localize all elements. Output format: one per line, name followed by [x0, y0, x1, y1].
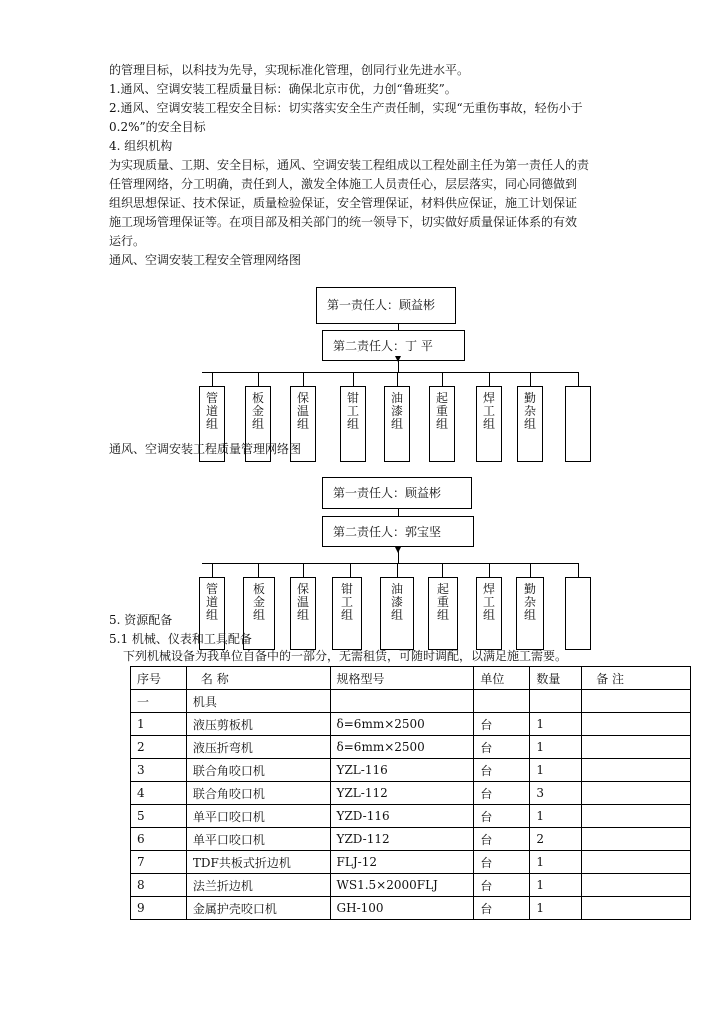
table-cell — [582, 805, 691, 828]
branch-line — [258, 563, 259, 577]
table-cell — [582, 690, 691, 713]
table-cell — [582, 874, 691, 897]
subsection-heading-equipment: 5.1 机械、仪表和工具配备 — [109, 632, 252, 646]
table-header-row — [131, 667, 691, 690]
table-cell — [582, 851, 691, 874]
table-cell: 液压剪板机 — [186, 713, 330, 736]
second-responsible-box — [322, 516, 474, 547]
table-cell: FLJ-12 — [330, 851, 474, 874]
table-cell: YZL-112 — [330, 782, 474, 805]
second-responsible-box — [322, 330, 465, 361]
group-label: 油 漆 组 — [390, 391, 403, 431]
first-responsible-box — [316, 287, 456, 324]
table-row — [131, 782, 691, 805]
first-responsible-label: 第一责任人：顾益彬 — [327, 298, 436, 312]
branch-line — [578, 372, 579, 386]
table-cell — [582, 736, 691, 759]
branch-line — [303, 563, 304, 577]
table-cell: 1 — [530, 851, 582, 874]
table-cell: 1 — [530, 897, 582, 920]
table-cell: 机具 — [186, 690, 330, 713]
branch-line — [303, 372, 304, 386]
table-cell: 法兰折边机 — [186, 874, 330, 897]
group-label: 板 金 组 — [252, 582, 265, 622]
table-cell — [582, 897, 691, 920]
table-cell: 1 — [530, 874, 582, 897]
table-cell: 台 — [474, 782, 530, 805]
group-label: 勤 杂 组 — [523, 582, 536, 622]
branch-line — [489, 372, 490, 386]
section-heading-resources: 5. 资源配备 — [109, 613, 173, 627]
group-label: 油 漆 组 — [390, 582, 403, 622]
header-cell: 备 注 — [582, 667, 691, 690]
paragraph-line: 的管理目标，以科技为先导，实现标准化管理，创同行业先进水平。 — [109, 63, 470, 77]
second-responsible-label: 第二责任人：郭宝坚 — [333, 525, 442, 539]
table-cell: 8 — [131, 874, 187, 897]
table-cell: 台 — [474, 851, 530, 874]
first-responsible-label: 第一责任人：顾益彬 — [333, 486, 442, 500]
table-cell: 3 — [131, 759, 187, 782]
table-cell: 2 — [131, 736, 187, 759]
table-row — [131, 828, 691, 851]
chart1-caption: 通风、空调安装工程安全管理网络图 — [109, 253, 302, 267]
table-cell: δ=6mm×2500 — [330, 713, 474, 736]
table-row — [131, 874, 691, 897]
table-intro: 下列机械设备为我单位自备中的一部分，无需租赁，可随时调配，以满足施工需要。 — [123, 649, 568, 663]
table-cell: 9 — [131, 897, 187, 920]
table-cell — [530, 690, 582, 713]
branch-line — [489, 563, 490, 577]
group-label: 焊 工 组 — [482, 582, 495, 622]
table-cell: 联合角咬口机 — [186, 759, 330, 782]
table-cell: 台 — [474, 759, 530, 782]
table-cell: 液压折弯机 — [186, 736, 330, 759]
table-cell: GH-100 — [330, 897, 474, 920]
group-label: 保 温 组 — [296, 391, 309, 431]
group-label: 保 温 组 — [296, 582, 309, 622]
table-cell — [474, 690, 530, 713]
table-cell: 1 — [131, 713, 187, 736]
table-cell: 台 — [474, 713, 530, 736]
table-cell — [582, 782, 691, 805]
table-cell: 单平口咬口机 — [186, 828, 330, 851]
connector-line — [398, 362, 399, 372]
group-label: 起 重 组 — [436, 582, 449, 622]
safety-target-cont: 0.2%”的安全目标 — [109, 120, 206, 134]
connector-line — [398, 553, 399, 563]
table-cell: 3 — [530, 782, 582, 805]
branch-line — [442, 372, 443, 386]
branch-line — [353, 372, 354, 386]
group-label: 板 金 组 — [251, 391, 264, 431]
table-cell: 4 — [131, 782, 187, 805]
table-cell: 1 — [530, 759, 582, 782]
table-cell: YZL-116 — [330, 759, 474, 782]
table-row — [131, 805, 691, 828]
table-cell: 1 — [530, 736, 582, 759]
group-label: 焊 工 组 — [482, 391, 495, 431]
table-cell: WS1.5×2000FLJ — [330, 874, 474, 897]
org-paragraph-line: 任管理网络，分工明确，责任到人，激发全体施工人员责任心，层层落实，同心同德做到 — [109, 177, 578, 191]
header-cell: 数量 — [530, 667, 582, 690]
table-cell: 金属护壳咬口机 — [186, 897, 330, 920]
header-cell: 名 称 — [186, 667, 330, 690]
table-cell: 单平口咬口机 — [186, 805, 330, 828]
table-cell: 一 — [131, 690, 187, 713]
table-row — [131, 736, 691, 759]
branch-line — [442, 563, 443, 577]
safety-target: 2.通风、空调安装工程安全目标：切实落实安全生产责任制，实现“无重伤事故，轻伤小于 — [109, 101, 583, 115]
header-cell: 单位 — [474, 667, 530, 690]
table-cell: 5 — [131, 805, 187, 828]
header-cell: 规格型号 — [330, 667, 474, 690]
group-label: 管 道 组 — [205, 391, 218, 431]
org-paragraph-line: 运行。 — [109, 234, 146, 248]
branch-line — [350, 563, 351, 577]
table-cell: 1 — [530, 713, 582, 736]
table-row — [131, 690, 691, 713]
branch-line — [530, 372, 531, 386]
group-label: 钳 工 组 — [340, 582, 353, 622]
quality-target: 1.通风、空调安装工程质量目标：确保北京市优，力创“鲁班奖”。 — [109, 82, 457, 96]
table-cell: 台 — [474, 828, 530, 851]
org-paragraph-line: 施工现场管理保证等。在项目部及相关部门的统一领导下，切实做好质量保证体系的有效 — [109, 215, 578, 229]
table-cell: YZD-116 — [330, 805, 474, 828]
group-label: 管 道 组 — [205, 582, 218, 622]
table-cell: 1 — [530, 805, 582, 828]
group-label: 勤 杂 组 — [523, 391, 536, 431]
chart2-caption: 通风、空调安装工程质量管理网络图 — [109, 442, 302, 456]
table-row — [131, 851, 691, 874]
table-cell: 6 — [131, 828, 187, 851]
table-cell — [582, 759, 691, 782]
branch-line — [397, 372, 398, 386]
branch-line — [578, 563, 579, 577]
branch-line — [530, 563, 531, 577]
branch-line — [212, 563, 213, 577]
branch-line — [397, 563, 398, 577]
header-cell: 序号 — [131, 667, 187, 690]
table-cell — [582, 713, 691, 736]
table-cell: 联合角咬口机 — [186, 782, 330, 805]
table-cell: 台 — [474, 897, 530, 920]
branch-line — [212, 372, 213, 386]
table-cell: δ=6mm×2500 — [330, 736, 474, 759]
first-responsible-box — [322, 477, 472, 509]
org-paragraph-line: 为实现质量、工期、安全目标，通风、空调安装工程组成以工程处副主任为第一责任人的责 — [109, 158, 590, 172]
table-cell: TDF共板式折边机 — [186, 851, 330, 874]
table-row — [131, 897, 691, 920]
equipment-table — [130, 666, 691, 920]
table-cell: 台 — [474, 805, 530, 828]
table-row — [131, 713, 691, 736]
table-row — [131, 759, 691, 782]
table-cell: 7 — [131, 851, 187, 874]
table-cell — [582, 828, 691, 851]
group-label: 钳 工 组 — [346, 391, 359, 431]
table-cell: 台 — [474, 874, 530, 897]
table-cell: YZD-112 — [330, 828, 474, 851]
table-cell: 2 — [530, 828, 582, 851]
group-label: 起 重 组 — [435, 391, 448, 431]
second-responsible-label: 第二责任人：丁 平 — [333, 339, 433, 353]
org-paragraph-line: 组织思想保证、技术保证，质量检验保证，安全管理保证，材料供应保证，施工计划保证 — [109, 196, 578, 210]
section-heading-org: 4. 组织机构 — [109, 139, 173, 153]
table-cell: 台 — [474, 736, 530, 759]
branch-line — [258, 372, 259, 386]
table-cell — [330, 690, 474, 713]
